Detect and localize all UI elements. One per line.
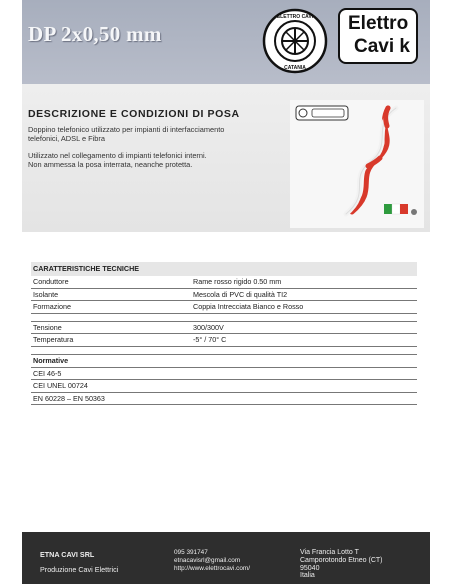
table-row [31, 289, 417, 302]
description-text-line: telefonici, ADSL e Fibra [28, 134, 105, 143]
company-seal-logo [262, 8, 328, 74]
spec-value: Rame rosso rigido 0.50 mm [193, 277, 282, 286]
brand-logo [338, 8, 418, 64]
specs-header-row [31, 262, 417, 276]
normative-title: Normative [33, 355, 69, 365]
table-row [31, 393, 417, 406]
specs-table [31, 262, 417, 405]
spec-value: -5° / 70° C [193, 335, 227, 345]
description-paragraph-2 [28, 151, 278, 169]
spec-value: Mescola di PVC di qualità TI2 [193, 289, 288, 299]
normative-item: EN 60228 – EN 50363 [33, 393, 105, 403]
table-row [31, 276, 417, 289]
footer-address [300, 549, 382, 580]
description-paragraph-1 [28, 125, 278, 143]
description-title: DESCRIZIONE E CONDIZIONI DI POSA [28, 108, 240, 120]
spec-label: Formazione [33, 302, 71, 312]
footer-contact [174, 549, 250, 573]
footer-phone: 095 391747 [174, 549, 208, 556]
spec-label: Conduttore [33, 277, 69, 286]
footer [22, 532, 430, 584]
footer-address-line: Camporotondo Etneo (CT) [300, 556, 383, 564]
table-divider [31, 347, 417, 355]
spec-value: Coppia Intrecciata Bianco e Rosso [193, 302, 304, 312]
table-row [31, 368, 417, 381]
table-row [31, 322, 417, 335]
table-row [31, 380, 417, 393]
footer-website-link[interactable]: http://www.elettrocavi.com/ [174, 565, 251, 572]
table-row [31, 301, 417, 314]
normative-item: CEI UNEL 00724 [33, 381, 88, 391]
product-cable-image [290, 100, 424, 228]
page-title: DP 2x0,50 mm [28, 22, 162, 46]
normative-header-row [31, 355, 417, 368]
table-row [31, 334, 417, 347]
footer-company-name: ETNA CAVI SRL [40, 550, 95, 559]
description-text-line: Non ammessa la posa interrata, neanche protetta. [28, 160, 193, 169]
table-divider [31, 314, 417, 322]
cable-tag-icon [296, 106, 348, 120]
footer-email-link[interactable]: etnacavisrl@gmail.com [174, 557, 241, 564]
header-banner [22, 0, 430, 84]
description-section [22, 84, 430, 232]
footer-address-line: Italia [300, 572, 315, 580]
brand-logo-line2: Cavi k [354, 36, 410, 57]
svg-text:ELETTRO CAVI: ELETTRO CAVI [276, 14, 314, 20]
description-text-line: Utilizzato nel collegamento di impianti telefonici interni. [28, 151, 207, 160]
specs-section-title: CARATTERISTICHE TECNICHE [33, 264, 140, 273]
svg-text:CATANIA: CATANIA [284, 65, 306, 71]
brand-logo-line1: Elettro [348, 13, 409, 34]
normative-item: CEI 46-5 [33, 368, 62, 378]
footer-address-line: Via Francia Lotto T [300, 549, 359, 556]
spec-label: Tensione [33, 322, 62, 332]
footer-address-line: 95040 [300, 564, 320, 572]
spec-label: Isolante [33, 289, 59, 299]
footer-company-subtitle: Produzione Cavi Elettrici [40, 565, 119, 574]
description-text-line: Doppino telefonico utilizzato per impianti di interfacciamento [28, 125, 225, 134]
spec-value: 300/300V [193, 322, 224, 332]
spec-label: Temperatura [33, 335, 74, 345]
